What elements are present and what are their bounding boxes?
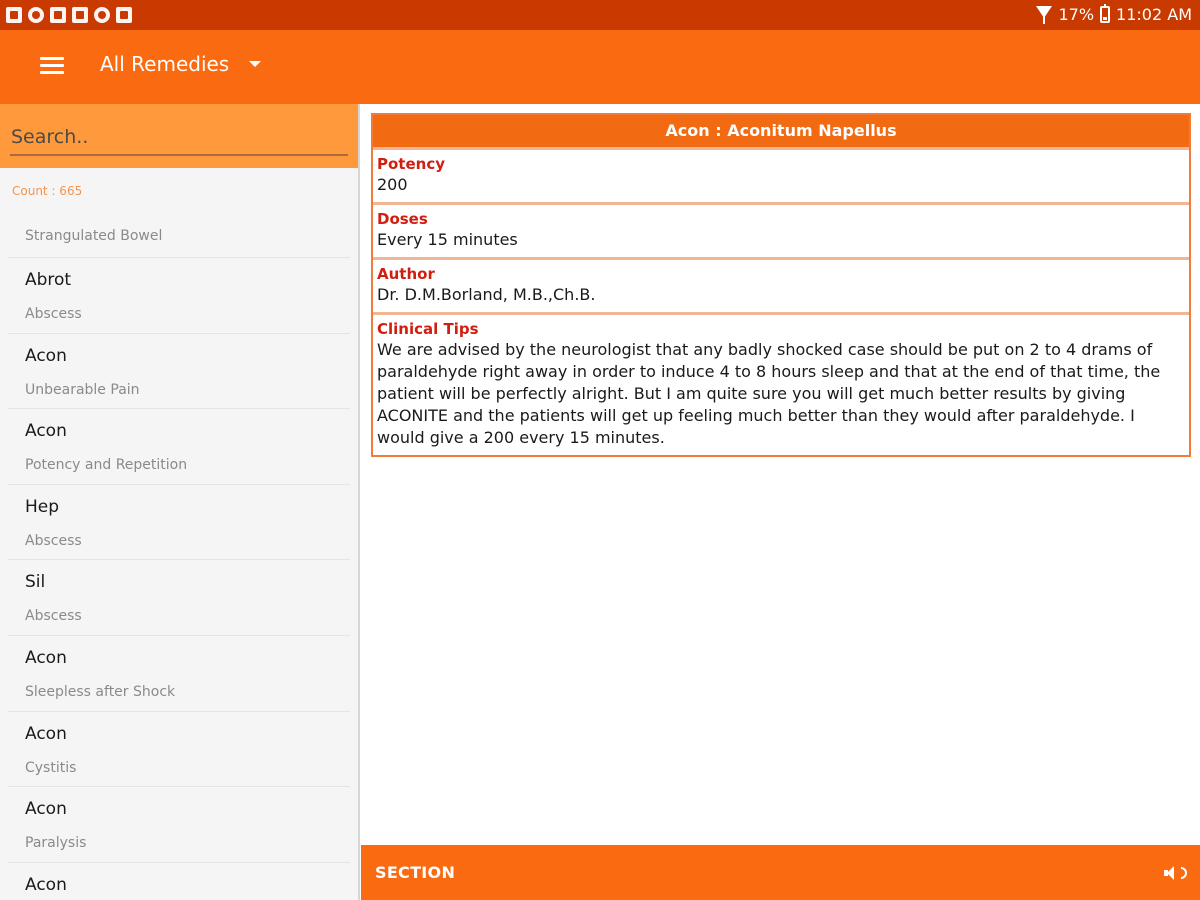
- status-right: [1036, 5, 1192, 24]
- item-subtitle: Strangulated Bowel: [25, 228, 163, 244]
- item-subtitle: Paralysis: [25, 835, 87, 852]
- potency-field: [373, 147, 1189, 202]
- gallery-icon: [6, 7, 22, 23]
- section-button[interactable]: SECTION: [375, 863, 456, 882]
- item-subtitle: Abscess: [25, 306, 82, 322]
- item-subtitle: Unbearable Pain: [25, 381, 140, 398]
- hamburger-menu-icon[interactable]: [40, 57, 64, 75]
- clinical-tips-field: [373, 312, 1189, 455]
- list-item[interactable]: [8, 863, 350, 900]
- item-subtitle: Cystitis: [25, 759, 77, 776]
- sidebar: [0, 104, 360, 900]
- copy-icon: [72, 7, 88, 23]
- author-label: Author: [377, 265, 435, 283]
- list-item[interactable]: [8, 636, 350, 712]
- remedy-list: [0, 218, 358, 900]
- remedy-detail-card: [371, 113, 1191, 457]
- item-title: Acon: [25, 723, 67, 744]
- potency-value: 200: [377, 175, 408, 194]
- item-title: Acon: [25, 421, 67, 442]
- item-subtitle: Abscess: [25, 532, 82, 549]
- author-value: Dr. D.M.Borland, M.B.,Ch.B.: [377, 285, 596, 304]
- list-item[interactable]: [8, 787, 350, 863]
- item-subtitle: Potency and Repetition: [25, 457, 188, 474]
- plus-icon: [28, 7, 44, 23]
- list-item[interactable]: [8, 485, 350, 561]
- item-subtitle: Sleepless after Shock: [25, 683, 176, 700]
- item-subtitle: Abscess: [25, 608, 82, 625]
- item-title: Acon: [25, 345, 67, 366]
- camera-icon: [94, 7, 110, 23]
- item-title: Acon: [25, 874, 67, 895]
- app-bar: [0, 30, 1200, 104]
- list-item[interactable]: [8, 712, 350, 788]
- item-title: Hep: [25, 496, 60, 517]
- flipboard-icon: [116, 7, 132, 23]
- status-bar: [0, 0, 1200, 30]
- result-count: Count : 665: [12, 184, 83, 198]
- clock: 11:02 AM: [1116, 5, 1192, 24]
- search-input[interactable]: [10, 120, 348, 156]
- app-title: All Remedies: [100, 52, 230, 76]
- doses-value: Every 15 minutes: [377, 230, 518, 249]
- item-title: Sil: [25, 572, 46, 593]
- item-title: Acon: [25, 647, 67, 668]
- potency-label: Potency: [377, 155, 445, 173]
- doses-label: Doses: [377, 210, 428, 228]
- list-item[interactable]: [8, 218, 350, 258]
- battery-icon: [1100, 6, 1110, 23]
- speaker-wave-icon: [1181, 867, 1187, 879]
- list-item[interactable]: [8, 334, 350, 410]
- item-title: Abrot: [25, 270, 72, 290]
- doses-field: [373, 202, 1189, 257]
- speaker-icon[interactable]: [1164, 866, 1180, 880]
- section-bar: [361, 845, 1200, 900]
- battery-percent: 17%: [1058, 5, 1095, 24]
- search-bar: [0, 104, 358, 168]
- clinical-tips-value: We are advised by the neurologist that any badly shocked case should be put on 2 to 4 drams of paraldehyde right away in order to induce 4 to 8 hours sleep and that at the end of that time, the patient will be perfectly alright. But I am quite sure you will get much better results by giving ACONITE and the patients will get up feeling much better than they would after paraldehyde. I would give a 200 every 15 minutes.: [377, 340, 1161, 447]
- dropdown-arrow-icon: [249, 61, 261, 67]
- author-field: [373, 257, 1189, 312]
- item-title: Acon: [25, 799, 67, 820]
- remedy-title: Acon : Aconitum Napellus: [373, 115, 1189, 147]
- wifi-icon: [1036, 6, 1052, 24]
- list-item[interactable]: [8, 409, 350, 485]
- clinical-tips-label: Clinical Tips: [377, 320, 479, 338]
- list-item[interactable]: [8, 258, 350, 334]
- remedies-dropdown[interactable]: [100, 52, 261, 76]
- list-item[interactable]: [8, 560, 350, 636]
- image-icon: [50, 7, 66, 23]
- notification-icons: [6, 7, 132, 23]
